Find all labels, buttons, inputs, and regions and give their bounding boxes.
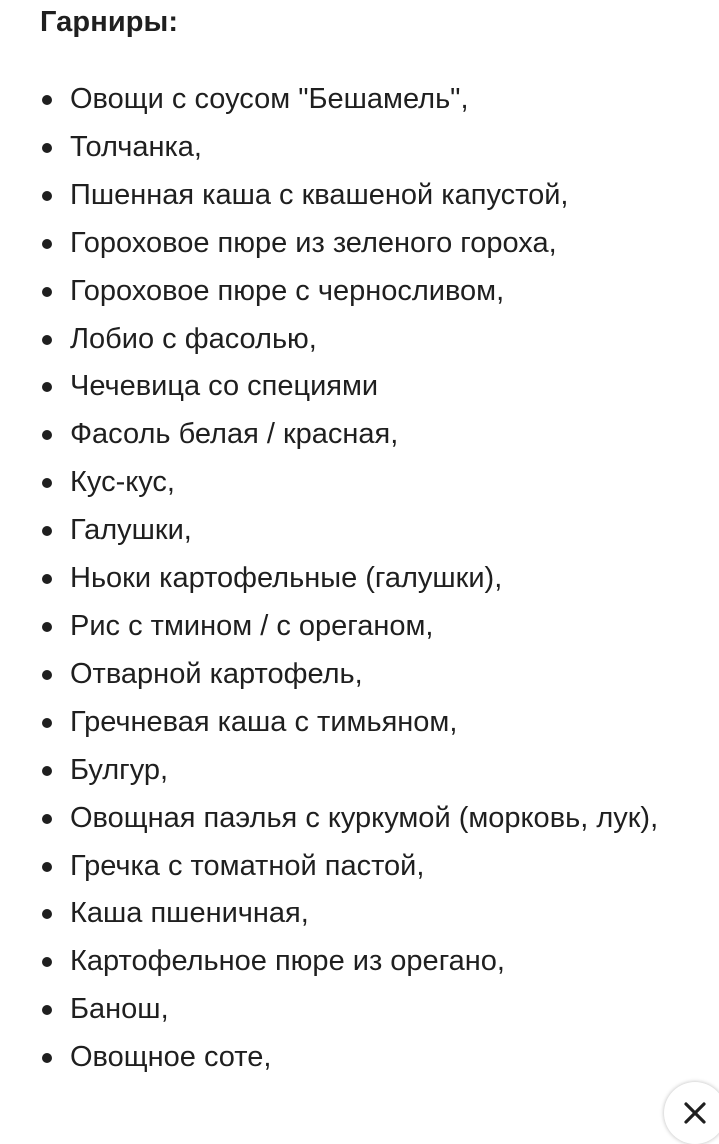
list-item-text: Лобио с фасолью, [70,322,317,355]
list-item [0,843,719,891]
list-item-text: Овощи с соусом "Бешамель", [70,83,469,115]
list-item-text: Гороховое пюре из зеленого гороха, [70,226,557,259]
bullet-icon [42,382,52,392]
bullet-icon [42,191,52,201]
list-item-text: Овощная паэлья с куркумой (морковь, лук), [70,801,659,834]
list-item-text: Фасоль белая / красная, [70,418,399,451]
close-button[interactable] [664,1082,719,1144]
list-item [0,986,719,1034]
bullet-icon [42,478,52,488]
bullet-icon [42,957,52,967]
bullet-icon [42,95,52,105]
list-item [0,938,719,986]
list-item [0,651,719,699]
list-item-text: Ньоки картофельные (галушки), [70,562,503,595]
list-item-text: Овощное соте, [70,1041,272,1074]
bullet-icon [42,574,52,584]
list-item-text: Гречневая каша с тимьяном, [70,705,458,738]
list-item [0,411,719,459]
list-item-text: Галушки, [70,514,192,547]
list-item-text: Пшенная каша с квашеной капустой, [70,178,569,211]
list-item-text: Чечевица со специями [70,370,379,403]
list-item [0,507,719,555]
list-item [0,603,719,651]
list-item-text: Кус-кус, [70,466,175,499]
list-item [0,699,719,747]
list-item-text: Гороховое пюре с черносливом, [70,274,505,307]
bullet-icon [42,526,52,536]
list-item-text: Отварной картофель, [70,657,363,690]
bullet-icon [42,143,52,153]
bullet-icon [42,622,52,632]
bullet-icon [42,1053,52,1063]
section-heading: Гарниры: [40,6,179,38]
list-item [0,124,719,172]
list-item [0,363,719,411]
list-item [0,172,719,220]
bullet-icon [42,430,52,440]
bullet-icon [42,766,52,776]
list-item [0,795,719,843]
list-item [0,459,719,507]
bullet-icon [42,909,52,919]
list-item-text: Булгур, [70,753,169,786]
bullet-icon [42,1005,52,1015]
list-item [0,316,719,364]
list-item [0,890,719,938]
list-item [0,1034,719,1082]
close-icon [682,1100,708,1126]
bullet-icon [42,718,52,728]
list-item-text: Рис с тмином / с ореганом, [70,609,434,642]
bullet-icon [42,670,52,680]
bullet-icon [42,814,52,824]
garnish-list [0,76,719,1082]
list-item [0,76,719,124]
list-item [0,220,719,268]
list-item [0,555,719,603]
bullet-icon [42,239,52,249]
list-item-text: Гречка с томатной пастой, [70,849,425,882]
bullet-icon [42,287,52,297]
list-item-text: Банош, [70,993,169,1026]
list-item-text: Каша пшеничная, [70,897,309,930]
list-item [0,268,719,316]
list-item-text: Толчанка, [70,130,202,163]
bullet-icon [42,862,52,872]
list-item [0,747,719,795]
bullet-icon [42,335,52,345]
list-item-text: Картофельное пюре из орегано, [70,945,505,978]
